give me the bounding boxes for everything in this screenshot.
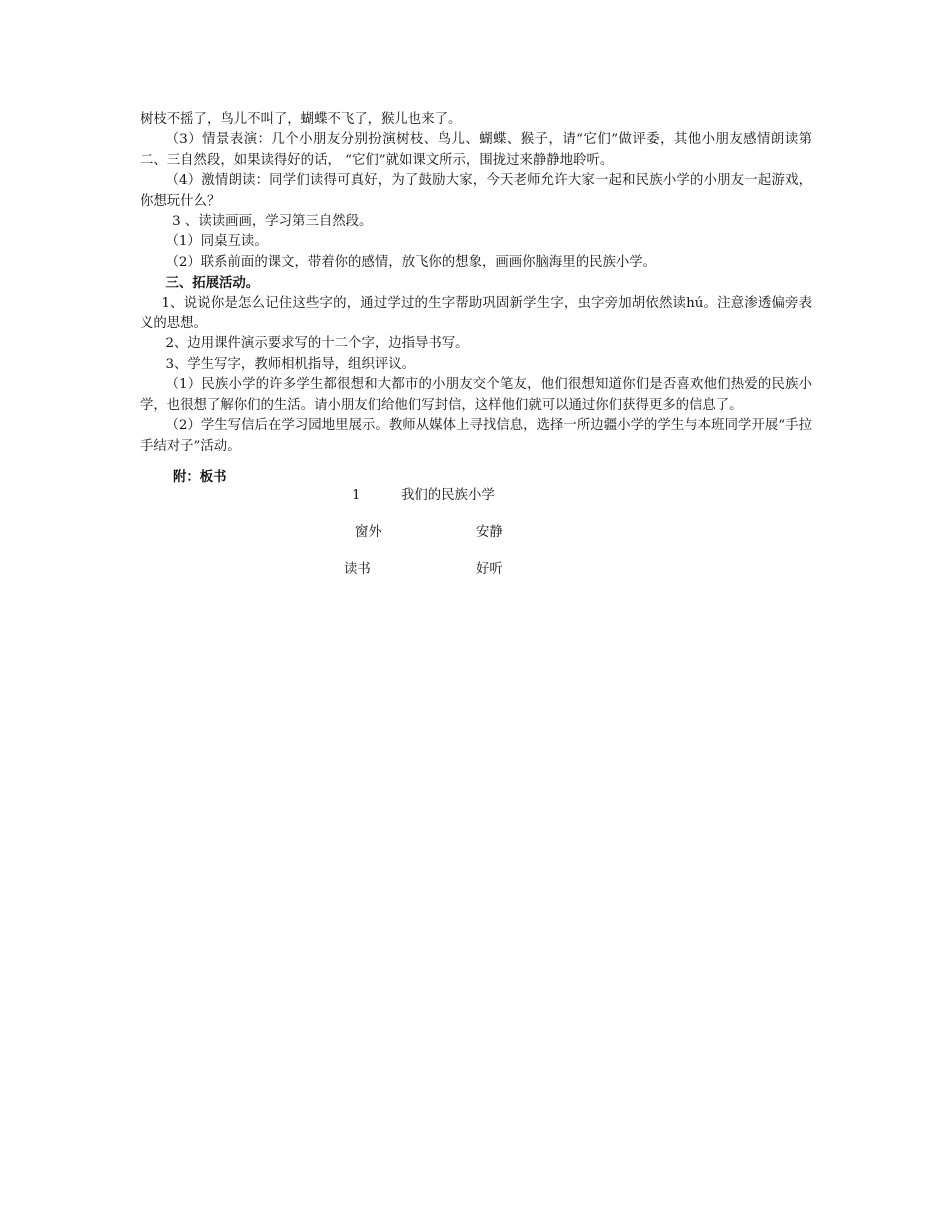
- paragraph-students-write: 3、学生写字，教师相机指导，组织评议。: [165, 356, 416, 372]
- paragraph-draw-school: （2）联系前面的课文，带着你的感情，放飞你的想象，画画你脑海里的民族小学。: [165, 254, 657, 270]
- blackboard-word-left-top: 窗外: [355, 525, 382, 540]
- section-heading-extension: 三、拓展活动。: [165, 275, 260, 292]
- paragraph-passionate-reading: （4）激情朗读：同学们读得可真好，为了鼓励大家，今天老师允许大家一起和民族小学的小朋友一起游戏，你想玩什么？: [140, 173, 812, 209]
- blackboard-label: 附：板书: [173, 469, 227, 485]
- paragraph-courseware-demo: 2、边用课件演示要求写的十二个字，边指导书写。: [165, 336, 469, 352]
- lesson-body: [140, 110, 812, 457]
- paragraph-desk-mate-reading: （1）同桌互读。: [165, 234, 268, 250]
- paragraph-pen-pal: （1）民族小学的许多学生都很想和大都市的小朋友交个笔友，他们很想知道你们是否喜欢他们热爱的民族小学，也很想了解你们的生活。请小朋友们给他们写封信，这样他们就可以通过你们获得更多的信息了。: [140, 377, 812, 413]
- blackboard-word-right-top: 安静: [476, 525, 503, 540]
- paragraph-remember-characters: 1、说说你是怎么记住这些字的，通过学过的生字帮助巩固新学生字，虫字旁加胡依然读hú。注意渗透偏旁表义的思想。: [140, 295, 812, 332]
- blackboard-number: 1: [352, 488, 361, 503]
- blackboard-word-right-bottom: 好听: [476, 562, 503, 577]
- paragraph-letter-display: （2）学生写信后在学习园地里展示。教师从媒体上寻找信息，选择一所边疆小学的学生与本班同学开展“手拉手结对子”活动。: [140, 418, 812, 454]
- blackboard-word-left-bottom: 读书: [344, 562, 371, 577]
- paragraph-continuation: 树枝不摇了，鸟儿不叫了，蝴蝶不飞了，猴儿也来了。: [140, 112, 462, 127]
- paragraph-scene-performance: （3）情景表演：几个小朋友分别扮演树枝、鸟儿、蝴蝶、猴子，请“它们”做评委，其他小朋友感情朗读第二、三自然段，如果读得好的话， “它们”就如课文所示，围拢过来静静地聆听。: [140, 132, 812, 168]
- blackboard-title: 我们的民族小学: [401, 488, 495, 503]
- paragraph-read-draw: 3 、读读画画，学习第三自然段。: [172, 214, 373, 230]
